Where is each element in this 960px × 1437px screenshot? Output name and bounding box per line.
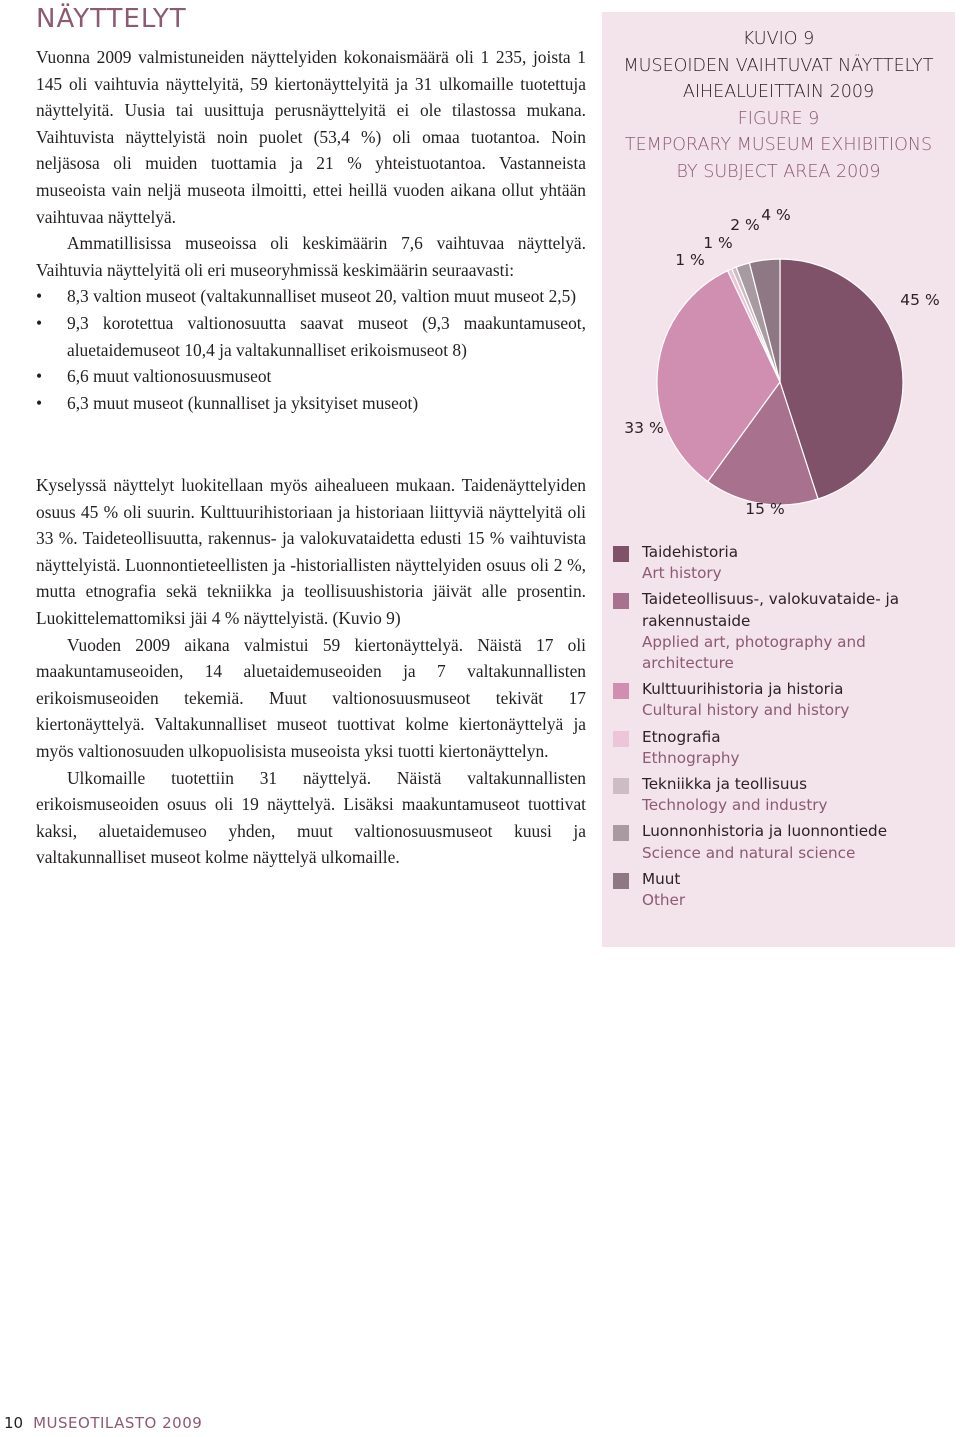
legend-label-en: Science and natural science — [642, 843, 856, 862]
slice-label: 33 % — [624, 419, 664, 437]
figure-title-fi-line1: MUSEOIDEN VAIHTUVAT NÄYTTELYT — [623, 55, 934, 76]
legend-swatch — [613, 825, 629, 841]
legend-item — [613, 821, 948, 863]
legend-swatch — [613, 731, 629, 747]
paragraph: Vuonna 2009 valmistuneiden näyttelyiden kokonaismäärä oli 1 235, joista 1 145 oli vaihtuvia näyttelyitä, 59 kiertonäyttelyitä ja 31 ulkomaille tuotettuja näyttelyitä. Uusia tai uusittuja perusnäyttelyitä ei ole tilastossa mukana. Vaihtuvista näyttelyistä noin puolet (53,4 %) oli omaa tuotantoa. Noin neljäsosa oli muiden tuottamia ja 21 % yhteistuotantoa. Vastanneista museoista vain neljä museota ilmoitti, ettei heillä vuoden aikana ollut yhtään vaihtuvaa näyttelyä. — [36, 47, 586, 227]
page-footer — [4, 1414, 202, 1432]
paragraph: Ulkomaille tuotettiin 31 näyttelyä. Näistä valtakunnallisten erikoismuseoiden osuus oli 19 näyttelyä. Lisäksi maakuntamuseot tuottivat kaksi, aluetaidemuseo yhden, muut valtionosuusmuseot kuusi ja valtakunnalliset museot kolme näyttelyä ulkomaille. — [36, 767, 586, 868]
figure-label-fi: KUVIO 9 — [742, 29, 815, 49]
figure-panel — [602, 12, 955, 947]
legend-label-fi: Tekniikka ja teollisuus — [642, 775, 808, 794]
pie-chart — [602, 12, 955, 527]
list-item: • 9,3 korotettua valtionosuutta saavat museot (9,3 maakuntamuseot, aluetaidemuseot 10,4 ja valtakunnalliset erikoismuseot 8) — [36, 310, 586, 363]
legend-swatch — [613, 683, 629, 699]
legend-label-fi: Etnografia — [642, 727, 721, 746]
chart-legend — [613, 542, 948, 916]
legend-swatch — [613, 873, 629, 889]
list-item: • 6,3 muut museot (kunnalliset ja yksityiset museot) — [36, 390, 586, 417]
figure-title-en-line2: BY SUBJECT AREA 2009 — [676, 161, 881, 182]
paragraph: Ammatillisissa museoissa oli keskimäärin 7,6 vaihtuvaa näyttelyä. Vaihtuvia näyttelyitä oli eri museoryhmissä keskimäärin seuraavasti: — [36, 233, 586, 280]
list-item: • 6,6 muut valtionosuusmuseot — [36, 363, 586, 390]
list-item: • 8,3 valtion museot (valtakunnalliset museot 20, valtion muut museot 2,5) — [36, 283, 586, 310]
slice-label: 2 % — [730, 216, 760, 234]
slice-label: 1 % — [703, 234, 733, 252]
figure-label-en: FIGURE 9 — [737, 108, 820, 129]
legend-item — [613, 727, 948, 769]
legend-label-en: Applied art, photography and architecture — [642, 632, 866, 673]
legend-label-en: Art history — [642, 564, 722, 583]
legend-label-fi: Taideteollisuus-, valokuvataide- ja rakennustaide — [642, 590, 900, 630]
legend-item — [613, 589, 948, 674]
legend-item — [613, 679, 948, 721]
figure-title-en-line1: TEMPORARY MUSEUM EXHIBITIONS — [624, 135, 933, 155]
legend-item — [613, 542, 948, 584]
legend-label-en: Ethnography — [642, 748, 740, 767]
legend-label-en: Cultural history and history — [642, 701, 850, 720]
section-heading: NÄYTTELYT — [36, 4, 187, 34]
paragraph: Kyselyssä näyttelyt luokitellaan myös aihealueen mukaan. Taidenäyttelyiden osuus 45 % oli suurin. Kulttuurihistoriaan ja historiaan liittyviä näyttelyitä oli 33 %. Taideteollisuutta, rakennus- ja valokuvataidetta edusti 15 % vaihtuvista näyttelyistä. Luonnontieteellisten ja -historiallisten näyttelyiden osuus oli 2 %, mutta etnografia sekä tekniikka ja teollisuushistoria jäivät alle prosentin. Luokittelemattomiksi jäi 4 % näyttelyistä. (Kuvio 9) — [36, 475, 586, 628]
slice-label: 45 % — [900, 291, 940, 309]
legend-item — [613, 869, 948, 911]
legend-swatch — [613, 546, 629, 562]
legend-label-fi: Kulttuurihistoria ja historia — [642, 680, 844, 699]
publication-name: MUSEOTILASTO 2009 — [33, 1414, 203, 1432]
legend-label-en: Other — [642, 891, 686, 910]
paragraph: Vuoden 2009 aikana valmistui 59 kiertonäyttelyä. Näistä 17 oli maakuntamuseoiden, 14 aluetaidemuseoiden ja 7 valtakunnallisten erikoismuseoiden tekemiä. Muut valtionosuusmuseot tekivät 17 kiertonäyttelyä. Valtakunnalliset museot tuottivat kolme kiertonäyttelyä ja myös valtionosuuden ulkopuolisista museoista yksi tuotti kiertonäyttelyn. — [36, 634, 586, 761]
slice-label: 4 % — [761, 206, 791, 224]
slice-label: 15 % — [745, 500, 785, 518]
slice-label: 1 % — [675, 251, 705, 269]
legend-label-fi: Muut — [642, 869, 681, 888]
legend-label-fi: Luonnonhistoria ja luonnontiede — [642, 822, 888, 841]
legend-label-fi: Taidehistoria — [642, 543, 739, 561]
legend-item — [613, 774, 948, 816]
intro-text-block — [36, 44, 586, 416]
page-number: 10 — [4, 1414, 24, 1432]
legend-swatch — [613, 778, 629, 794]
legend-swatch — [613, 593, 629, 609]
body-text-block — [36, 472, 586, 871]
bullet-list — [36, 283, 586, 416]
legend-label-en: Technology and industry — [642, 796, 828, 815]
figure-title-fi-line2: AIHEALUEITTAIN 2009 — [682, 82, 875, 102]
